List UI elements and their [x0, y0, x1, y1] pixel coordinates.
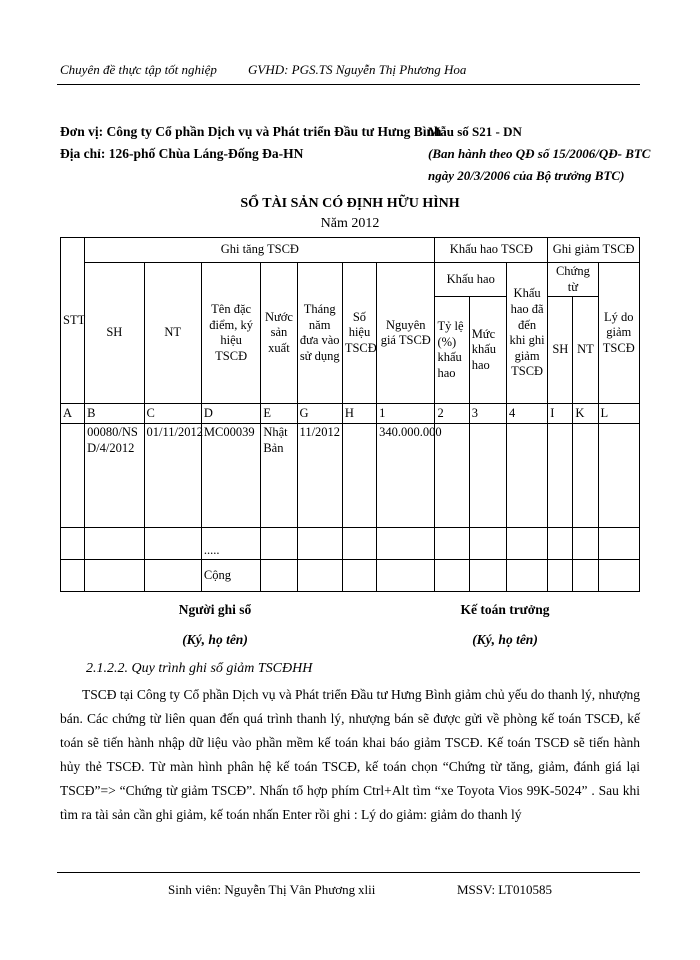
col-serial: Số hiệu TSCĐ: [342, 263, 376, 404]
col-amount: Mức khấu hao: [469, 297, 506, 404]
group-decrease: Ghi giảm TSCĐ: [548, 238, 640, 263]
code-cell: 1: [377, 404, 435, 424]
col-rate: Tỷ lệ (%) khấu hao: [435, 297, 469, 404]
group-voucher: Chứng từ: [548, 263, 598, 297]
code-cell: H: [342, 404, 376, 424]
header-left: Chuyên đề thực tập tốt nghiệp: [60, 62, 217, 77]
body-paragraph: [60, 683, 640, 827]
form-issued-2: ngày 20/3/2006 của Bộ trưởng BTC): [428, 168, 625, 183]
code-cell: C: [144, 404, 201, 424]
signature-left-title: Người ghi sổ: [178, 602, 252, 617]
header-rule: [57, 84, 640, 85]
col-accumulated: Khấu hao đã đến khi ghi giảm TSCĐ: [506, 263, 547, 404]
group-depreciation-sub: Khấu hao: [435, 263, 506, 297]
code-cell: 2: [435, 404, 469, 424]
paragraph-text: TSCĐ tại Công ty Cổ phần Dịch vụ và Phát triển Đầu tư Hưng Bình giảm chủ yếu do thanh lý, nhượng bán. Các chứng từ liên quan đến quá trình thanh lý, nhượng bán sẽ được gửi về phòng kế toán TSCĐ, kế toán sẽ tiến hành nhập dữ liệu vào phần mềm kế toán khai báo giảm TSCĐ. Kế toán TSCĐ sẽ tiến hành hủy thẻ TSCĐ. Từ màn hình phân hệ kế toán TSCĐ, kế toán chọn “Chứng từ tăng, giảm, đánh giá lại TSCĐ”=> “Chứng từ giảm TSCĐ”. Nhấn tổ hợp phím Ctrl+Alt tìm “xe Toyota Vios 99K-5024” . Sau khi tìm ra tài sản cần ghi giảm, kế toán nhấn Enter rồi ghi : Lý do giảm: giảm do thanh lý: [60, 687, 640, 822]
code-cell: E: [261, 404, 297, 424]
row-nt: 01/11/2012: [144, 424, 201, 528]
signature-right-sub: (Ký, họ tên): [472, 632, 538, 647]
signature-right-title: Kế toán trưởng: [460, 602, 550, 617]
row-sh: 00080/NSD/4/2012: [85, 424, 144, 528]
code-cell: A: [61, 404, 85, 424]
code-cell: 3: [469, 404, 506, 424]
signature-left-sub: (Ký, họ tên): [182, 632, 248, 647]
col-month-year: Tháng năm đưa vào sử dụng: [297, 263, 342, 404]
form-code: Mẫu số S21 - DN: [428, 124, 522, 139]
row-total: Cộng: [201, 560, 260, 592]
col-name: Tên đặc điểm, ký hiệu TSCĐ: [201, 263, 260, 404]
code-cell: L: [598, 404, 639, 424]
code-cell: 4: [506, 404, 547, 424]
code-cell: D: [201, 404, 260, 424]
code-cell: G: [297, 404, 342, 424]
table-row-total: [61, 560, 640, 592]
group-depreciation: Khấu hao TSCĐ: [435, 238, 548, 263]
row-ellipsis: .....: [201, 528, 260, 560]
row-country: Nhật Bản: [261, 424, 297, 528]
table-row: [61, 424, 640, 528]
document-title: SỔ TÀI SẢN CÓ ĐỊNH HỮU HÌNH: [240, 196, 460, 211]
header-right: GVHD: PGS.TS Nguyễn Thị Phương Hoa: [248, 62, 467, 77]
col-nt: NT: [144, 263, 201, 404]
code-cell: I: [548, 404, 573, 424]
col-country: Nước sản xuất: [261, 263, 297, 404]
table-row: [61, 528, 640, 560]
org-address: Địa chỉ: 126-phố Chùa Láng-Đống Đa-HN: [60, 146, 304, 161]
document-year: Năm 2012: [320, 216, 380, 231]
row-cost: 340.000.000: [377, 424, 435, 528]
col-cost: Nguyên giá TSCĐ: [377, 263, 435, 404]
col-dec-nt: NT: [573, 297, 598, 404]
row-month-year: 11/2012: [297, 424, 342, 528]
col-dec-sh: SH: [548, 297, 573, 404]
form-issued-1: (Ban hành theo QĐ số 15/2006/QĐ- BTC: [428, 146, 651, 161]
footer-page-number: xlii: [358, 882, 376, 897]
group-increase: Ghi tăng TSCĐ: [85, 238, 435, 263]
footer-student-id: MSSV: LT010585: [457, 882, 552, 897]
code-cell: B: [85, 404, 144, 424]
footer-rule: [57, 872, 640, 873]
col-stt: STT: [61, 238, 85, 404]
col-reason: Lý do giảm TSCĐ: [598, 263, 639, 404]
col-sh: SH: [85, 263, 144, 404]
code-cell: K: [573, 404, 598, 424]
row-name: MC00039: [201, 424, 260, 528]
asset-register-table: [60, 237, 640, 592]
section-heading: 2.1.2.2. Quy trình ghi sổ giảm TSCĐHH: [86, 661, 313, 676]
org-unit: Đơn vị: Công ty Cổ phần Dịch vụ và Phát triển Đầu tư Hưng Bình: [60, 124, 442, 139]
footer-student: Sinh viên: Nguyễn Thị Vân Phương: [168, 882, 356, 897]
